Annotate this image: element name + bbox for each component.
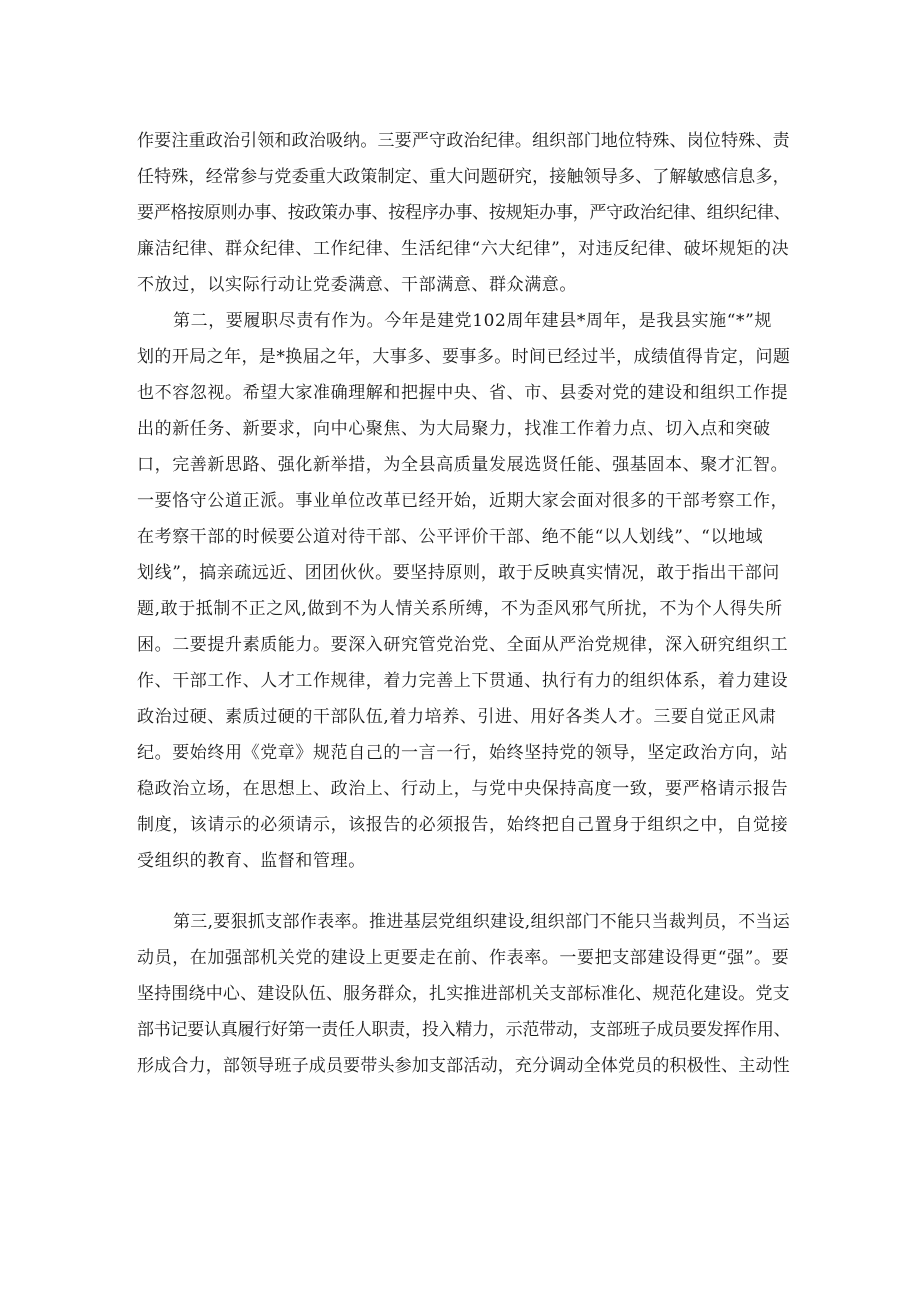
text-line: 要严格按原则办事、按政策办事、按程序办事、按规矩办事，严守政治纪律、组织纪律、 bbox=[137, 203, 791, 223]
text-line: 受组织的教育、监督和管理。 bbox=[137, 851, 366, 871]
text-line: 形成合力，部领导班子成员要带头参加支部活动，充分调动全体党员的积极性、主动性 bbox=[137, 1056, 790, 1076]
text-line: 部书记要认真履行好第一责任人职责，投入精力，示范带动，支部班子成员要发挥作用、 bbox=[137, 1020, 791, 1040]
text-line: 纪。要始终用《党章》规范自己的一言一行，始终坚持党的领导，坚定政治方向，站 bbox=[137, 743, 789, 763]
text-line: 出的新任务、新要求，向中心聚焦、为大局聚力，找准工作着力点、切入点和突破 bbox=[137, 419, 771, 439]
paragraph-start-line: 第三,要狠抓支部作表率。推进基层党组织建设,组织部门不能只当裁判员，不当运 bbox=[173, 912, 791, 932]
paragraph-start-line: 第二，要履职尽责有作为。今年是建党102周年建县*周年，是我县实施“*”规 bbox=[173, 311, 773, 331]
text-line: 制度，该请示的必须请示，该报告的必须报告，始终把自己置身于组织之中，自觉接 bbox=[137, 815, 789, 835]
text-line: 作要注重政治引领和政治吸纳。三要严守政治纪律。组织部门地位特殊、岗位特殊、责 bbox=[137, 131, 790, 151]
text-line: 在考察干部的时候要公道对待干部、公平评价干部、绝不能“以人划线”、“以地域 bbox=[137, 527, 764, 547]
text-line: 动员，在加强部机关党的建设上更要走在前、作表率。一要把支部建设得更“强”。要 bbox=[137, 948, 790, 968]
text-line: 划的开局之年，是*换届之年，大事多、要事多。时间已经过半，成绩值得肯定，问题 bbox=[137, 347, 791, 367]
text-line: 题,敢于抵制不正之风,做到不为人情关系所缚，不为歪风邪气所扰，不为个人得失所 bbox=[137, 599, 783, 619]
text-line: 坚持围绕中心、建设队伍、服务群众，扎实推进部机关支部标准化、规范化建设。党支 bbox=[137, 984, 790, 1004]
text-line: 划线”，搞亲疏远近、团团伙伙。要坚持原则，敢于反映真实情况，敢于指出干部问 bbox=[137, 563, 780, 583]
text-line: 政治过硬、素质过硬的干部队伍,着力培养、引进、用好各类人才。三要自觉正风肃 bbox=[137, 707, 777, 727]
text-line: 不放过，以实际行动让党委满意、干部满意、群众满意。 bbox=[137, 275, 577, 295]
text-line: 任特殊，经常参与党委重大政策制定、重大问题研究，接触领导多、了解敏感信息多， bbox=[137, 167, 790, 187]
text-line: 廉洁纪律、群众纪律、工作纪律、生活纪律“六大纪律”，对违反纪律、破坏规矩的决 bbox=[137, 239, 790, 259]
text-line: 口，完善新思路、强化新举措，为全县高质量发展选贤任能、强基固本、聚才汇智。 bbox=[137, 455, 789, 475]
text-line: 困。二要提升素质能力。要深入研究管党治党、全面从严治党规律，深入研究组织工 bbox=[137, 635, 789, 655]
text-line: 稳政治立场，在思想上、政治上、行动上，与党中央保持高度一致，要严格请示报告 bbox=[137, 779, 789, 799]
text-line: 作、干部工作、人才工作规律，着力完善上下贯通、执行有力的组织体系，着力建设 bbox=[137, 671, 789, 691]
text-line: 也不容忽视。希望大家准确理解和把握中央、省、市、县委对党的建设和组织工作提 bbox=[137, 383, 789, 403]
text-line: 一要恪守公道正派。事业单位改革已经开始，近期大家会面对很多的干部考察工作， bbox=[137, 491, 789, 511]
